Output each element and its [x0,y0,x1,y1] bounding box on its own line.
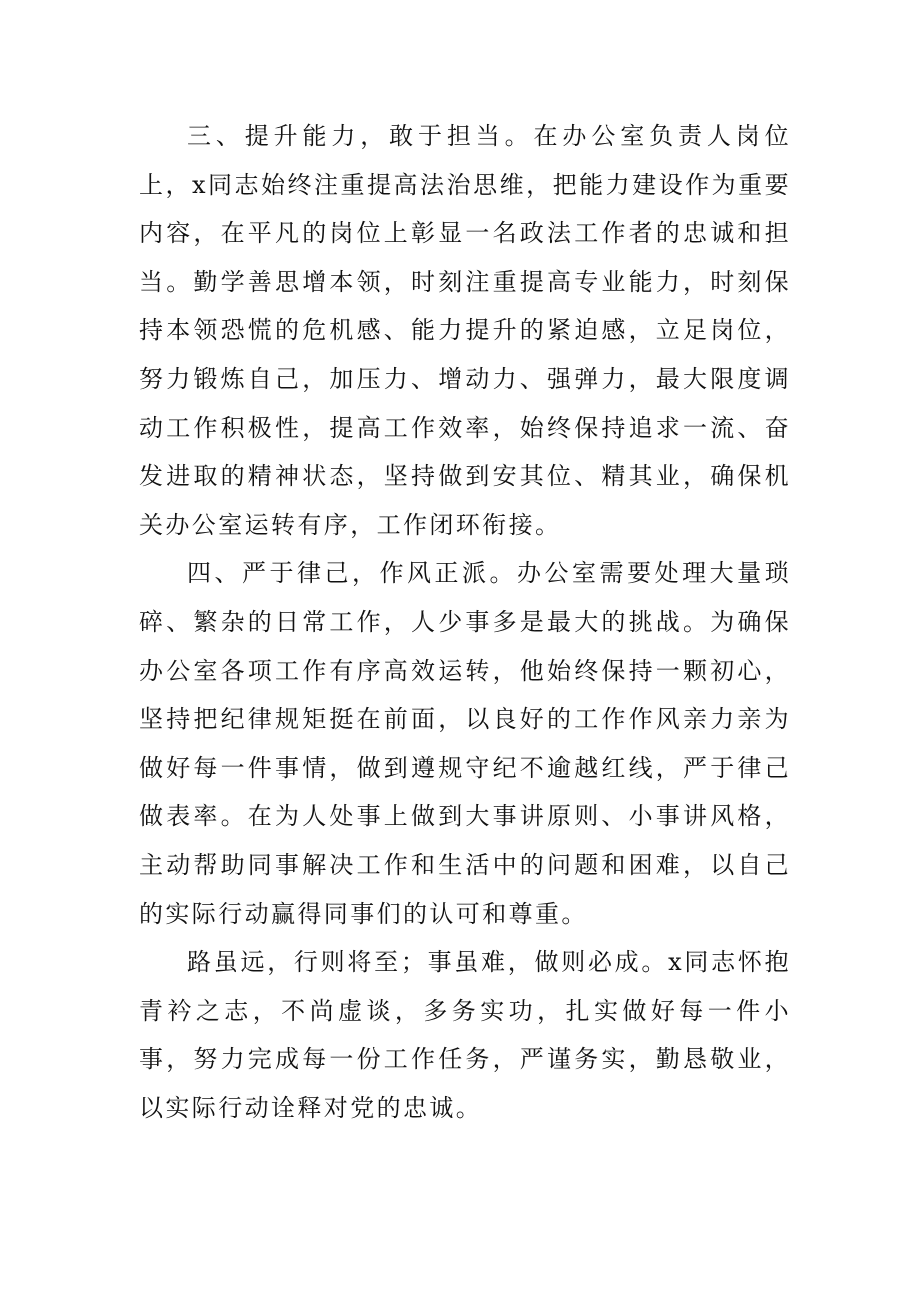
paragraph-self-discipline: 四、严于律己，作风正派。办公室需要处理大量琐碎、繁杂的日常工作，人少事多是最大的挑战。为确保办公室各项工作有序高效运转，他始终保持一颗初心，坚持把纪律规矩挺在前面，以良好的工作作风亲力亲为做好每一件事情，做到遵规守纪不逾越红线，严于律己做表率。在为人处事上做到大事讲原则、小事讲风格，主动帮助同事解决工作和生活中的问题和困难，以自己的实际行动赢得同事们的认可和尊重。 [139,559,791,928]
paragraph-capability: 三、提升能力，敢于担当。在办公室负责人岗位上，x同志始终注重提高法治思维，把能力建设作为重要内容，在平凡的岗位上彰显一名政法工作者的忠诚和担当。勤学善思增本领，时刻注重提高专业能力，时刻保持本领恐慌的危机感、能力提升的紧迫感，立足岗位，努力锻炼自己，加压力、增动力、强弹力，最大限度调动工作积极性，提高工作效率，始终保持追求一流、奋发进取的精神状态，坚持做到安其位、精其业，确保机关办公室运转有序，工作闭环衔接。 [139,122,791,539]
document-body [139,112,791,1132]
paragraph-conclusion: 路虽远，行则将至；事虽难，做则必成。x同志怀抱青衿之志，不尚虚谈，多务实功，扎实做好每一件小事，努力完成每一份工作任务，严谨务实，勤恳敬业，以实际行动诠释对党的忠诚。 [139,948,791,1122]
